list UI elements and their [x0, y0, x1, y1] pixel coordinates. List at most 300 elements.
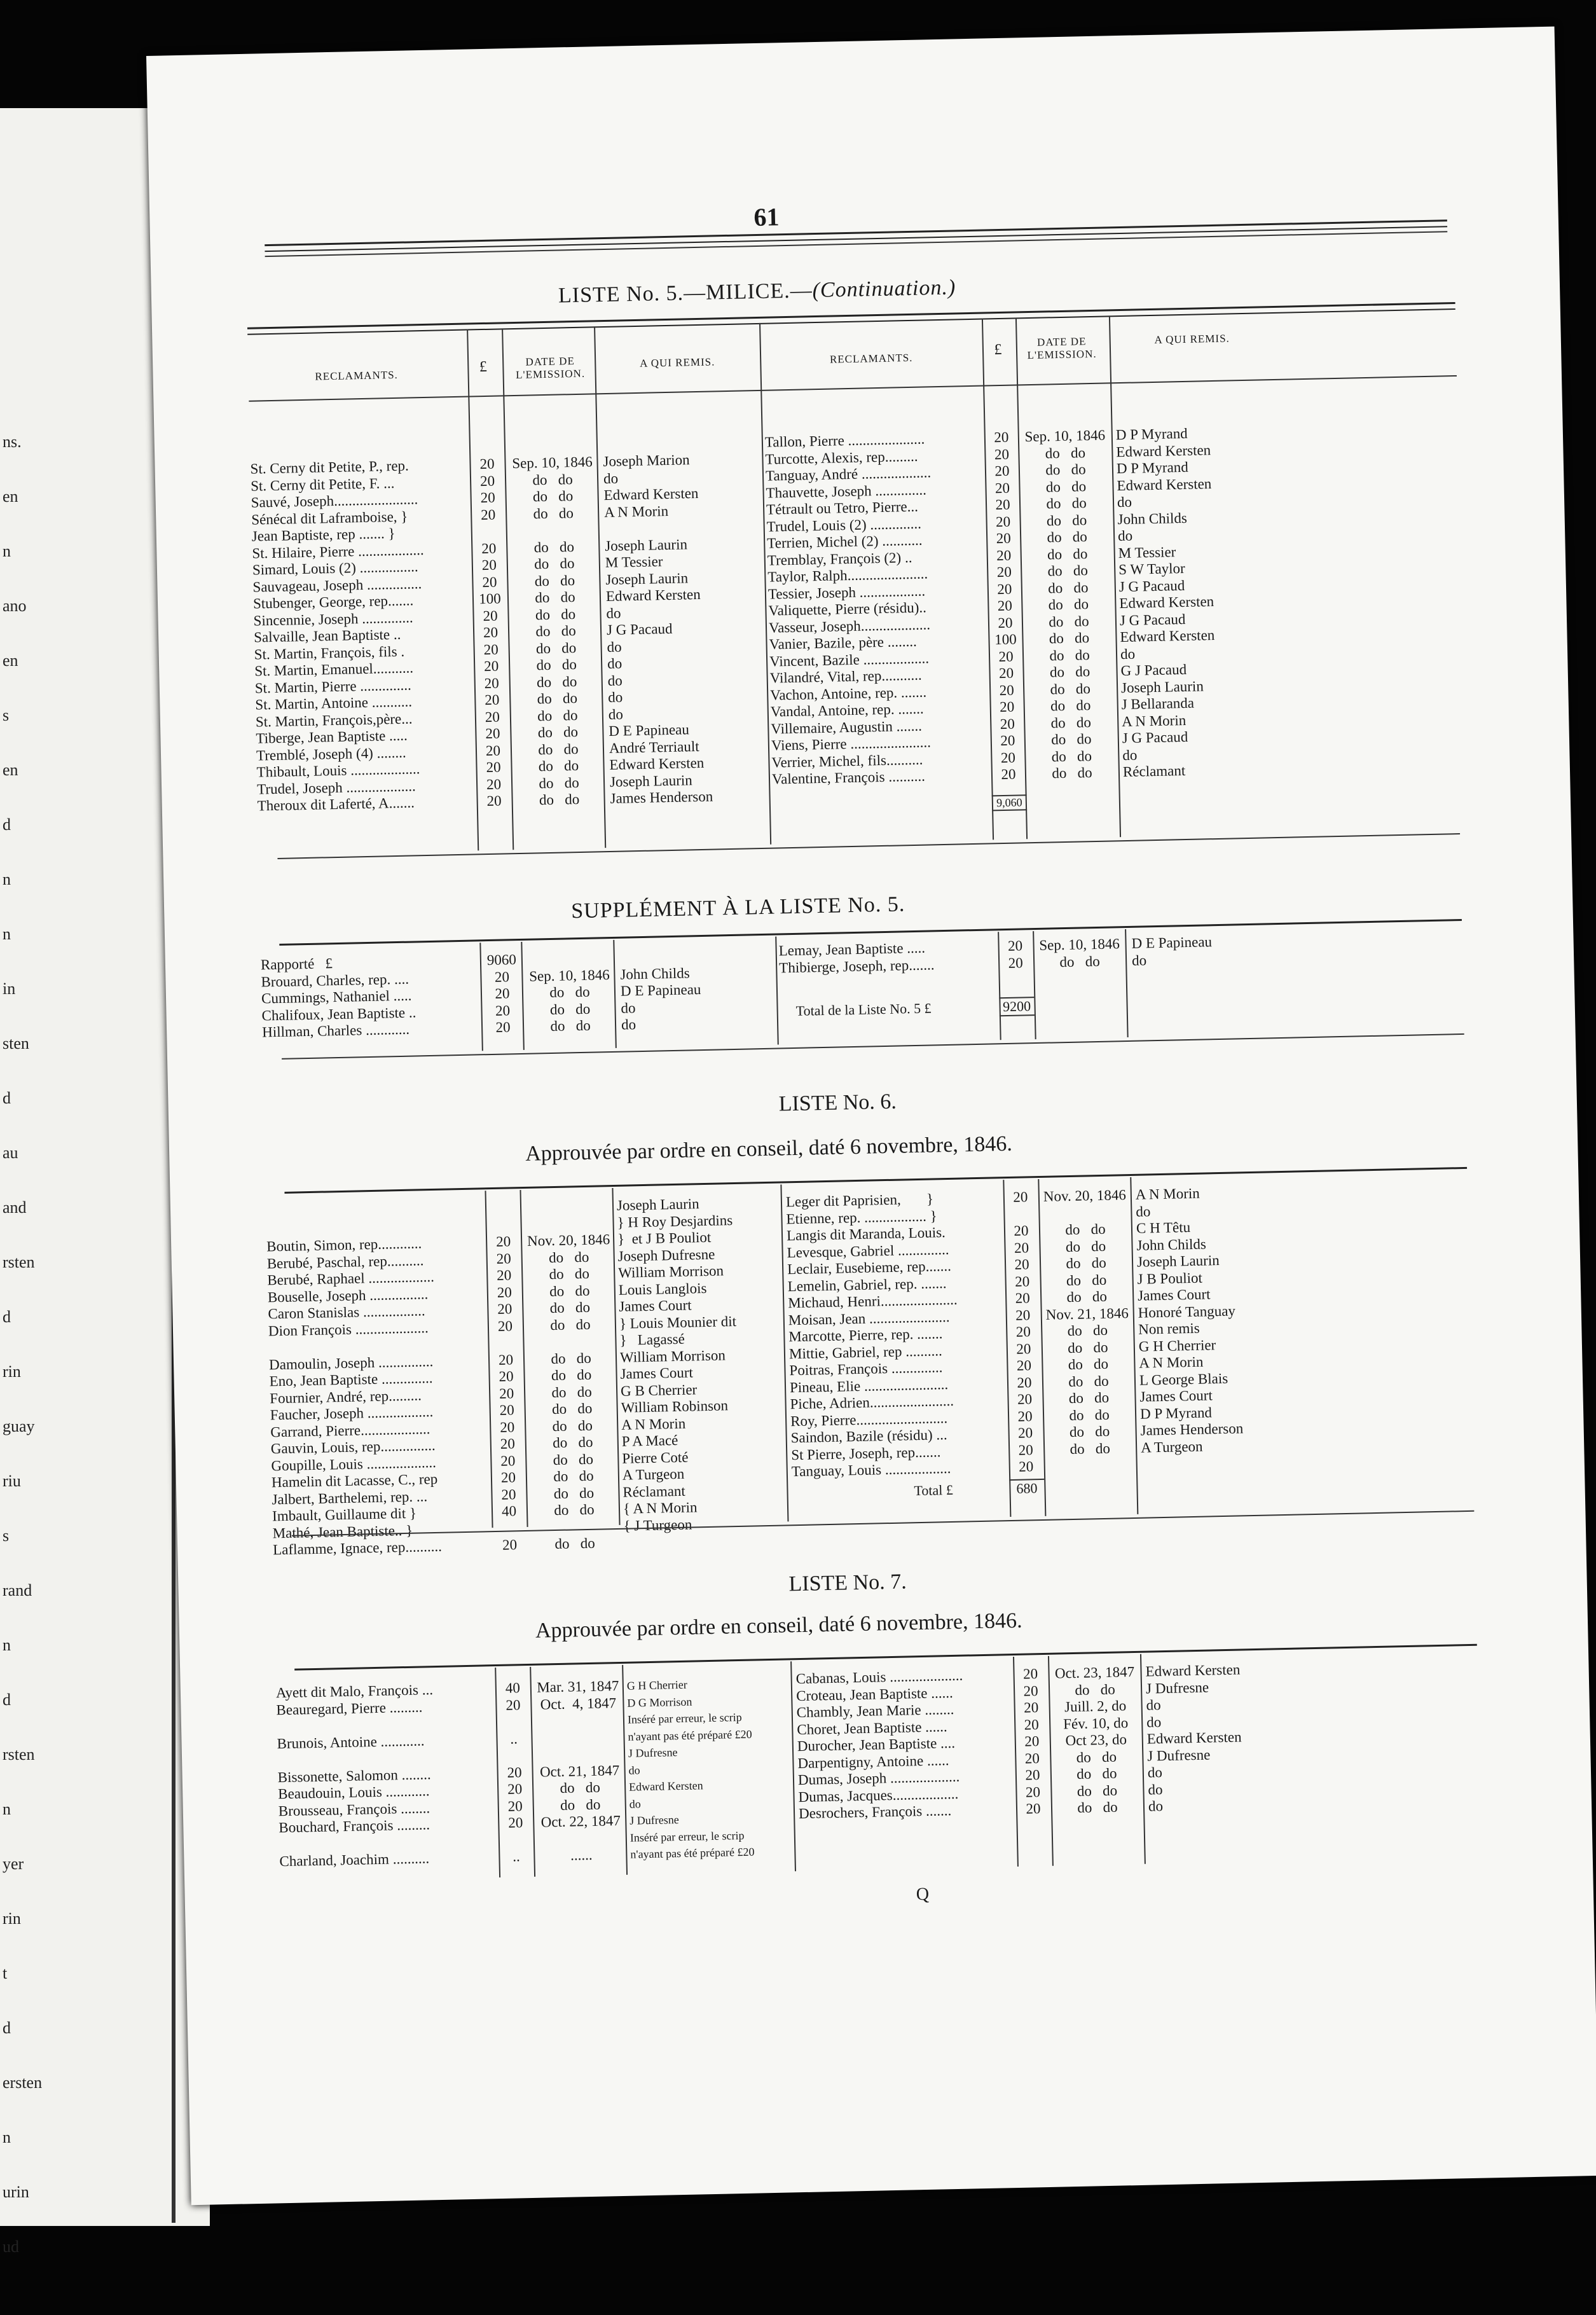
supplement-left-amounts: [483, 951, 522, 1037]
cell-name: Damoulin, Joseph ...............: [268, 1353, 434, 1372]
liste6-total: 680: [1009, 1479, 1045, 1497]
cell-amt: 20: [1000, 749, 1016, 766]
cell-amt: 20: [1015, 1290, 1030, 1306]
cell-date: do do: [1046, 495, 1087, 512]
cell-to: { A N Morin: [623, 1499, 698, 1517]
cell-amt: 20: [495, 985, 510, 1002]
liste5-header-pound-left: £: [479, 358, 488, 376]
cell-date: do do: [1076, 1748, 1117, 1766]
cell-name: Dion François ....................: [268, 1319, 429, 1339]
supplement-right-recipients: [1131, 932, 1291, 969]
cell-amt: 20: [484, 675, 500, 691]
cell-date: do do: [1067, 1339, 1108, 1356]
cell-to: do: [1146, 1697, 1161, 1713]
document-page: [146, 27, 1596, 2206]
cell-name: Roy, Pierre.........................: [790, 1409, 948, 1429]
left-page-fragment-text: n: [3, 925, 11, 943]
cell-amt: 20: [1025, 1767, 1040, 1783]
cell-to: Inséré par erreur, le scrip: [629, 1828, 745, 1844]
cell-amt: 20: [998, 614, 1013, 631]
cell-to: Réclamant: [1122, 763, 1186, 780]
cell-name: Darpentigny, Antoine ......: [797, 1752, 949, 1771]
cell-date: do do: [1069, 1406, 1110, 1423]
cell-to: J G Pacaud: [1119, 611, 1186, 628]
cell-date: do do: [1048, 596, 1089, 613]
cell-name: Dumas, Jacques..................: [798, 1785, 959, 1805]
cell-date: do do: [1070, 1440, 1111, 1457]
cell-name: Imbault, Guillaume dit }: [272, 1505, 417, 1524]
cell-amt: 20: [997, 581, 1012, 597]
left-page-fragment-text: rsten: [3, 1253, 35, 1271]
cell-amt: 20: [1014, 1239, 1029, 1256]
cell-date: [523, 1198, 613, 1216]
cell-date: do do: [560, 1779, 601, 1796]
cell-date: do do: [538, 740, 579, 757]
left-page-fragment-text: yer: [3, 1855, 24, 1873]
cell-name: Sincennie, Joseph ..............: [253, 609, 413, 629]
cell-name: Tétrault ou Tetro, Pierre...: [766, 498, 919, 518]
cell-amt: 20: [481, 556, 497, 574]
cell-to: P A Macé: [621, 1432, 678, 1449]
cell-date: do do: [1051, 747, 1092, 764]
cell-amt: 20: [1007, 937, 1023, 954]
cell-amt: 20: [486, 792, 502, 810]
cell-to: Edward Kersten: [605, 586, 701, 605]
cell-to: D P Myrand: [1139, 1404, 1213, 1422]
left-page-fragment-text: en: [3, 761, 18, 779]
cell-to: James Henderson: [1140, 1420, 1244, 1439]
cell-amt: [488, 1199, 518, 1217]
cell-date: do do: [1066, 1288, 1108, 1306]
cell-to: D E Papineau: [620, 981, 701, 999]
cell-amt: 20: [1023, 1699, 1039, 1716]
cell-amt: 20: [485, 742, 501, 759]
cell-name: Leclair, Eusebieme, rep.......: [787, 1257, 952, 1278]
cell-name: Chambly, Jean Marie ........: [796, 1701, 954, 1721]
cell-name: Valiquette, Pierre (résidu)..: [768, 599, 927, 619]
cell-to: James Court: [1137, 1286, 1211, 1304]
cell-amt: 20: [1017, 1391, 1033, 1407]
cell-name: Brouard, Charles, rep. ....: [261, 971, 409, 990]
cell-name: St. Martin, Antoine ...........: [255, 693, 413, 713]
liste5-title-italic: (Continuation.): [812, 275, 956, 303]
cell-to: André Terriault: [609, 738, 699, 756]
cell-amt: [491, 1334, 520, 1351]
cell-date: do do: [1049, 646, 1090, 663]
cell-to: J Dufresne: [628, 1746, 678, 1760]
cell-to: J Dufresne: [1147, 1746, 1211, 1764]
cell-amt: 20: [994, 429, 1009, 446]
cell-to: do: [621, 1016, 636, 1033]
cell-date: do do: [1050, 697, 1091, 714]
cell-name: Etienne, rep. ................. }: [786, 1207, 937, 1227]
liste6-left-dates: [523, 1198, 620, 1553]
cell-to: Joseph Dufresne: [617, 1246, 715, 1264]
cell-amt: 20: [1026, 1800, 1041, 1817]
cell-to: S W Taylor: [1118, 560, 1185, 578]
cell-date: Sep. 10, 1846: [512, 453, 593, 472]
cell-name: Cummings, Nathaniel .....: [261, 987, 412, 1007]
cell-name: Saindon, Bazile (résidu) ...: [790, 1427, 947, 1446]
cell-amt: 20: [497, 1283, 513, 1301]
cell-name: Simard, Louis (2) ................: [252, 558, 418, 578]
cell-to: Inséré par erreur, le scrip: [627, 1710, 742, 1726]
liste6-right-recipients: [1136, 1183, 1307, 1473]
cell-name: St. Martin, Emanuel...........: [254, 660, 414, 679]
cell-to: D P Myrand: [1116, 459, 1189, 477]
cell-date: [537, 1829, 626, 1848]
cell-name: Hillman, Charles ............: [261, 1021, 410, 1040]
cell-to: A Turgeon: [622, 1465, 685, 1483]
left-page-fragment-text: n: [3, 1800, 11, 1818]
cell-name: Choret, Jean Baptiste ......: [797, 1718, 947, 1738]
cell-name: Tanguay, André ...................: [765, 464, 932, 484]
supplement-bottom-rule: [282, 1033, 1464, 1060]
cell-date: Oct. 23, 1847: [1054, 1664, 1135, 1682]
cell-date: do do: [1068, 1389, 1110, 1407]
cell-name: Laflamme, Ignace, rep..........: [272, 1538, 443, 1558]
cell-amt: 20: [994, 480, 1010, 496]
left-page-fragment-text: rand: [3, 1581, 32, 1600]
cell-to: do: [608, 706, 624, 722]
left-page-fragment-text: riu: [3, 1472, 21, 1490]
cell-amt: 20: [1008, 954, 1023, 971]
supplement-title: SUPPLÉMENT À LA LISTE No. 5.: [570, 892, 905, 923]
cell-to: do: [629, 1797, 641, 1811]
cell-date: [1040, 1204, 1130, 1222]
cell-amt: 20: [994, 446, 1010, 462]
cell-amt: 20: [1018, 1458, 1034, 1475]
cell-date: do do: [551, 1350, 591, 1367]
cell-date: do do: [551, 1383, 593, 1400]
liste6-subtitle: Approuvée par ordre en conseil, daté 6 novembre, 1846.: [525, 1131, 1013, 1166]
cell-name: Moisan, Jean ......................: [788, 1308, 950, 1328]
cell-name: Tiberge, Jean Baptiste .....: [256, 727, 408, 747]
cell-amt: 20: [502, 1537, 518, 1553]
cell-amt: 20: [497, 1301, 513, 1317]
cell-name: Eno, Jean Baptiste ..............: [269, 1370, 433, 1390]
cell-to: do: [1122, 747, 1138, 763]
cell-name: Vachon, Antoine, rep. .......: [769, 684, 927, 703]
cell-date: do do: [1069, 1423, 1110, 1441]
cell-to: Honoré Tanguay: [1138, 1303, 1236, 1321]
cell-date: do do: [551, 1366, 592, 1384]
cell-to: G B Cherrier: [620, 1381, 698, 1399]
liste7-left-amounts: [499, 1680, 531, 1865]
cell-to: J G Pacaud: [606, 620, 673, 639]
cell-to: do: [628, 1763, 640, 1777]
cell-date: do do: [535, 605, 576, 623]
cell-to: J Dufresne: [629, 1813, 679, 1827]
supplement-total-label: Total de la Liste No. 5 £: [795, 1000, 932, 1019]
cell-name: Berubé, Paschal, rep..........: [266, 1252, 424, 1271]
left-page-fragment-text: au: [3, 1144, 18, 1162]
cell-amt: 20: [479, 455, 495, 473]
cell-to: do: [1148, 1781, 1163, 1798]
cell-date: do do: [534, 572, 575, 589]
cell-date: do do: [536, 673, 577, 690]
cell-amt: 20: [1000, 715, 1015, 732]
cell-date: do do: [549, 1265, 590, 1283]
liste5-header-date-left: DATE DE L'EMISSION.: [515, 354, 586, 381]
cell-date: do do: [1067, 1322, 1108, 1339]
cell-amt: 9060: [486, 951, 517, 969]
cell-name: Hamelin dit Lacasse, C., rep: [271, 1470, 438, 1491]
cell-name: Jalbert, Barthelemi, rep. ...: [272, 1488, 428, 1507]
cell-amt: 20: [486, 776, 502, 792]
cell-date: do do: [1068, 1355, 1109, 1373]
cell-to: William Morrison: [617, 1262, 724, 1281]
cell-amt: 20: [1014, 1256, 1029, 1273]
cell-to: } et J B Pouliot: [617, 1229, 712, 1247]
supplement-left-recipients: [620, 946, 774, 1033]
cell-to: James Court: [620, 1364, 694, 1382]
left-page-fragment-text: rin: [3, 1909, 21, 1928]
liste7-subtitle: Approuvée par ordre en conseil, daté 6 novembre, 1846.: [535, 1608, 1022, 1643]
cell-amt: 20: [485, 691, 500, 708]
cell-date: do do: [1050, 680, 1091, 697]
cell-amt: 20: [494, 968, 510, 985]
cell-amt: 20: [500, 1418, 515, 1435]
cell-to: Joseph Laurin: [1120, 677, 1204, 696]
cell-amt: ..: [510, 1730, 518, 1747]
cell-name: Poitras, François ..............: [789, 1359, 943, 1379]
supplement-total: 9200: [999, 997, 1035, 1016]
cell-to: Edward Kersten: [1145, 1661, 1241, 1680]
liste6-right-amounts: [1005, 1189, 1042, 1475]
cell-to: } H Roy Desjardins: [617, 1212, 733, 1231]
cell-to: Edward Kersten: [1116, 441, 1211, 460]
cell-name: Sauvé, Joseph.......................: [251, 491, 418, 511]
cell-amt: 20: [483, 641, 499, 658]
cell-name: Viens, Pierre ......................: [771, 734, 932, 754]
cell-to: do: [607, 655, 623, 672]
cell-to: Joseph Laurin: [1136, 1252, 1220, 1270]
cell-date: do do: [1075, 1681, 1115, 1698]
cell-date: do do: [1045, 444, 1086, 462]
cell-name: Berubé, Raphael ..................: [267, 1268, 435, 1289]
cell-amt: 20: [507, 1781, 523, 1797]
cell-name: Croteau, Jean Baptiste ......: [795, 1684, 953, 1704]
cell-name: St. Martin, Pierre ..............: [254, 676, 412, 696]
cell-amt: 20: [482, 574, 497, 590]
left-page-fragment-text: urin: [3, 2183, 29, 2201]
cell-amt: [495, 1520, 524, 1537]
cell-to: William Morrison: [619, 1346, 726, 1365]
liste6-left-names: [266, 1200, 490, 1558]
cell-name: Taylor, Ralph......................: [767, 565, 928, 585]
cell-amt: 20: [999, 698, 1015, 715]
supplement-right-names: [778, 938, 995, 976]
cell-amt: 20: [481, 540, 497, 556]
cell-name: Boutin, Simon, rep............: [266, 1235, 422, 1255]
cell-amt: 20: [497, 1317, 513, 1334]
cell-name: Bissonette, Salomon ........: [277, 1766, 431, 1785]
cell-date: Oct. 21, 1847: [539, 1762, 620, 1780]
left-page-fragment-text: ersten: [3, 2073, 43, 2092]
cell-amt: 20: [495, 1002, 511, 1019]
liste7-title: LISTE No. 7.: [788, 1570, 907, 1596]
cell-amt: 20: [483, 624, 499, 641]
liste5-header-qui-left: A QUI REMIS.: [639, 356, 715, 370]
left-page-fragment-text: guay: [3, 1417, 35, 1435]
cell-name: Vasseur, Joseph...................: [768, 616, 931, 636]
cell-amt: 40: [501, 1503, 517, 1519]
cell-to: do: [1120, 646, 1136, 662]
cell-date: do do: [1077, 1765, 1117, 1782]
cell-name: Cabanas, Louis ....................: [795, 1667, 963, 1687]
cell-to: A N Morin: [1139, 1353, 1204, 1371]
cell-to: A N Morin: [1135, 1185, 1200, 1203]
cell-date: do do: [537, 690, 578, 707]
cell-name: Durocher, Jean Baptiste ....: [797, 1734, 956, 1755]
left-page-fragment-text: rin: [3, 1362, 21, 1381]
cell-amt: 40: [505, 1680, 521, 1696]
cell-date: [525, 950, 614, 968]
cell-date: do do: [1068, 1372, 1109, 1390]
cell-date: Nov. 21, 1846: [1045, 1304, 1129, 1323]
cell-to: do: [607, 672, 623, 689]
cell-date: [534, 1728, 624, 1746]
liste5-header-date-right: DATE DE L'EMISSION.: [1027, 335, 1097, 362]
liste7-right-recipients: [1145, 1660, 1314, 1815]
left-page-fragment-text: rsten: [3, 1745, 35, 1764]
cell-name: Terrien, Michel (2) ...........: [766, 532, 923, 551]
supplement-left-dates: [525, 950, 616, 1035]
cell-name: Tessier, Joseph ..................: [767, 583, 926, 602]
cell-amt: 20: [1025, 1783, 1041, 1800]
cell-date: do do: [1049, 663, 1090, 681]
cell-date: Fév. 10, do: [1063, 1714, 1129, 1732]
cell-amt: 20: [1013, 1189, 1028, 1205]
cell-date: do do: [552, 1434, 593, 1451]
cell-amt: 20: [998, 665, 1014, 682]
cell-to: Edward Kersten: [1117, 475, 1212, 494]
left-page-fragment-text: n: [3, 2128, 11, 2146]
cell-date: do do: [1059, 953, 1101, 970]
liste6-left-recipients: [617, 1194, 787, 1552]
cell-to: Non remis: [1138, 1320, 1200, 1337]
liste5-right-amounts: [986, 429, 1024, 783]
cell-date: do do: [549, 983, 590, 1001]
supplement-vline: [1125, 929, 1129, 1037]
cell-to: [624, 1531, 786, 1551]
cell-to: A N Morin: [1121, 712, 1187, 729]
cell-name: St. Cerny dit Petite, F. ...: [250, 474, 395, 494]
cell-date: do do: [1049, 612, 1089, 630]
cell-date: Oct. 4, 1847: [540, 1694, 617, 1713]
supplement-left-names: [261, 952, 479, 1041]
cell-date: do do: [550, 1017, 591, 1035]
cell-date: Oct 23, do: [1065, 1731, 1127, 1749]
cell-name: Thibault, Louis ...................: [256, 761, 420, 780]
cell-to: James Henderson: [610, 788, 713, 806]
cell-amt: 20: [498, 1351, 514, 1368]
left-page-fragment-text: sten: [3, 1034, 29, 1053]
cell-amt: 20: [998, 648, 1014, 665]
cell-to: A Turgeon: [1140, 1438, 1203, 1456]
cell-name: Turcotte, Alexis, rep.........: [765, 448, 918, 467]
cell-name: Michaud, Henri.....................: [788, 1291, 958, 1311]
cell-date: do do: [532, 488, 574, 505]
cell-date: do do: [1066, 1254, 1106, 1272]
cell-amt: ..: [512, 1848, 520, 1865]
cell-name: Rapporté £: [260, 955, 333, 973]
cell-name: Levesque, Gabriel ..............: [787, 1241, 949, 1261]
cell-to: A N Morin: [603, 502, 669, 520]
cell-amt: [499, 1713, 528, 1731]
left-page-fragment-text: n: [3, 542, 11, 560]
cell-to: William Robinson: [621, 1397, 729, 1416]
cell-date: do do: [533, 538, 575, 555]
cell-date: do do: [554, 1535, 596, 1552]
cell-amt: 20: [1022, 1666, 1038, 1682]
cell-name: Caron Stanislas .................: [268, 1303, 425, 1322]
cell-date: do do: [536, 656, 577, 674]
cell-to: G H Cherrier: [1138, 1336, 1216, 1355]
cell-date: do do: [1046, 511, 1087, 529]
cell-date: do do: [533, 504, 574, 522]
cell-name: Verrier, Michel, fils..........: [771, 751, 923, 771]
liste5-left-names: [250, 457, 474, 815]
cell-name: Vandal, Antoine, rep. .......: [770, 700, 924, 720]
cell-date: Nov. 20, 1846: [526, 1231, 610, 1249]
left-page-fragment-text: s: [3, 706, 10, 724]
cell-to: G J Pacaud: [1120, 661, 1187, 679]
cell-to: Edward Kersten: [1119, 593, 1214, 612]
cell-date: do do: [549, 1299, 591, 1316]
liste6-right-dates: [1040, 1187, 1135, 1475]
cell-name: Vilandré, Vital, rep...........: [769, 667, 922, 686]
cell-to: Edward Kersten: [609, 754, 705, 773]
cell-date: do do: [535, 639, 577, 656]
cell-date: [1045, 1456, 1135, 1475]
cell-amt: 20: [994, 462, 1010, 480]
left-page-fragment-text: d: [3, 1690, 11, 1709]
cell-date: Sep. 10, 1846: [1039, 936, 1120, 953]
cell-date: do do: [535, 589, 575, 606]
cell-amt: 20: [1017, 1407, 1033, 1425]
supplement-right-dates: [1035, 936, 1124, 971]
liste5-header-pound-right: £: [994, 341, 1003, 359]
left-page-fragment-text: n: [3, 1636, 11, 1654]
cell-name: Trudel, Louis (2) ..............: [766, 515, 922, 535]
cell-date: do do: [1065, 1220, 1106, 1238]
page-number: 61: [753, 202, 780, 232]
cell-name: Chalifoux, Jean Baptiste ..: [261, 1004, 416, 1024]
cell-amt: 20: [499, 1402, 514, 1418]
cell-amt: 20: [508, 1814, 523, 1831]
cell-amt: 20: [995, 513, 1011, 530]
cell-name: Vincent, Bazile ..................: [769, 649, 930, 670]
cell-name: Thauvette, Joseph ..............: [766, 481, 927, 501]
liste5-header-reclamants-right: RECLAMANTS.: [829, 351, 913, 366]
cell-amt: 100: [994, 631, 1017, 648]
liste5-right-dates: [1021, 427, 1117, 782]
cell-to: do: [606, 605, 621, 621]
cell-name: Vanier, Bazile, père ........: [769, 633, 917, 653]
cell-amt: 20: [507, 1797, 523, 1814]
cell-to: C H Têtu: [1136, 1219, 1191, 1236]
cell-amt: 20: [495, 1019, 511, 1035]
cell-amt: 20: [997, 597, 1013, 614]
cell-to: Joseph Laurin: [616, 1196, 699, 1213]
cell-amt: 20: [507, 1764, 522, 1781]
cell-date: do do: [1047, 562, 1089, 579]
left-page-fragment-text: ns.: [3, 432, 22, 451]
liste5-header-qui-right: A QUI REMIS.: [1154, 332, 1230, 346]
cell-to: n'ayant pas été préparé £20: [628, 1727, 752, 1743]
